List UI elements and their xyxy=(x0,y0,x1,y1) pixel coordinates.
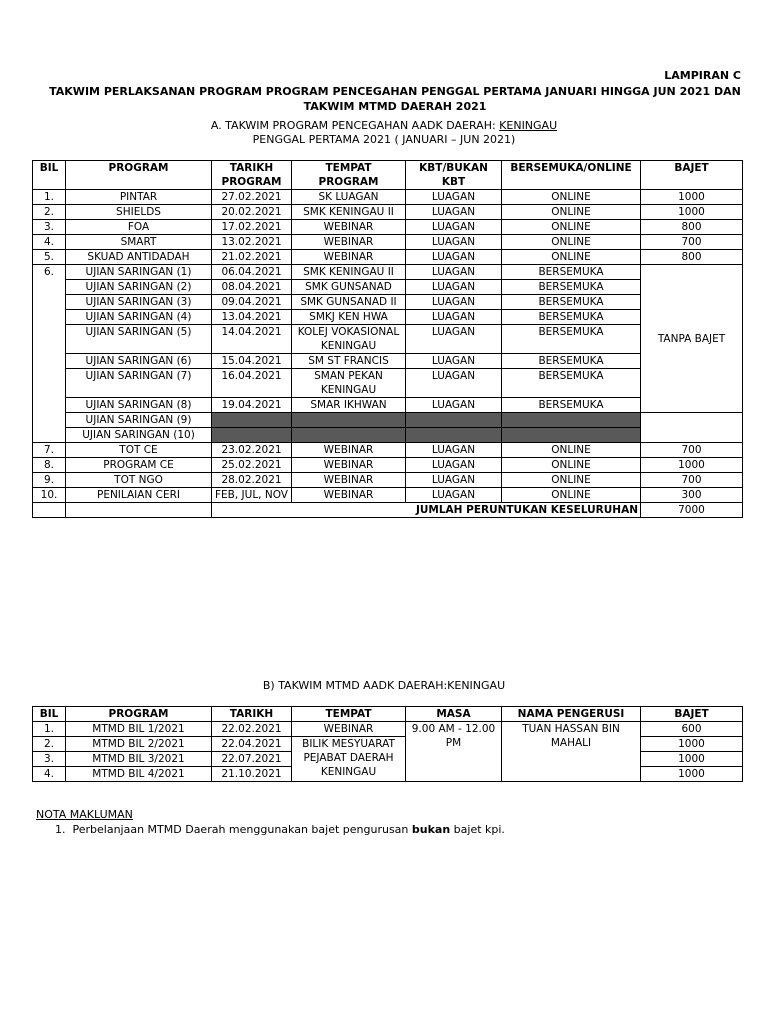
cell-bil: 2. xyxy=(33,205,66,220)
cell-program: UJIAN SARINGAN (5) xyxy=(66,325,212,354)
header-masa: MASA xyxy=(406,707,502,722)
cell-tarikh: 25.02.2021 xyxy=(212,458,292,473)
cell-bil: 4. xyxy=(33,767,66,782)
cell-program: MTMD BIL 3/2021 xyxy=(66,752,212,767)
cell-mode: ONLINE xyxy=(502,488,641,503)
cell-tempat: BILIK MESYUARAT PEJABAT DAERAH KENINGAU xyxy=(292,737,406,782)
header-pengerusi: NAMA PENGERUSI xyxy=(502,707,641,722)
cell-bil: 10. xyxy=(33,488,66,503)
cell-bajet: TANPA BAJET xyxy=(641,265,743,413)
cell-tempat-shaded xyxy=(292,428,406,443)
district-name: KENINGAU xyxy=(499,119,558,132)
cell-program: UJIAN SARINGAN (9) xyxy=(66,413,212,428)
cell-program: FOA xyxy=(66,220,212,235)
section-b-heading: B) TAKWIM MTMD AADK DAERAH:KENINGAU xyxy=(262,679,506,692)
nota-heading: NOTA MAKLUMAN xyxy=(36,808,133,821)
cell-bajet: 700 xyxy=(641,235,743,250)
nota-item xyxy=(55,823,505,836)
cell-tarikh: 22.04.2021 xyxy=(212,737,292,752)
cell-program: MTMD BIL 4/2021 xyxy=(66,767,212,782)
cell-bajet: 700 xyxy=(641,473,743,488)
cell-mode: ONLINE xyxy=(502,458,641,473)
cell-kbt: LUAGAN xyxy=(406,458,502,473)
cell-masa: 9.00 AM - 12.00 PM xyxy=(406,722,502,782)
title-line-2: TAKWIM MTMD DAERAH 2021 xyxy=(303,100,487,113)
cell-tarikh: 15.04.2021 xyxy=(212,354,292,369)
cell-tarikh: 16.04.2021 xyxy=(212,369,292,398)
cell-tarikh-shaded xyxy=(212,413,292,428)
section-a-prefix: A. TAKWIM PROGRAM PENCEGAHAN AADK DAERAH: xyxy=(210,119,500,132)
cell-tempat: WEBINAR xyxy=(292,220,406,235)
cell-bajet: 1000 xyxy=(641,205,743,220)
cell-mode: ONLINE xyxy=(502,190,641,205)
table-row xyxy=(33,354,743,369)
cell-bajet: 1000 xyxy=(641,752,743,767)
cell-tempat: SMK KENINGAU II xyxy=(292,265,406,280)
cell-program: UJIAN SARINGAN (8) xyxy=(66,398,212,413)
table-row xyxy=(33,190,743,205)
document-title xyxy=(40,84,750,114)
table-row xyxy=(33,488,743,503)
cell-bajet-empty xyxy=(641,413,743,443)
header-kbt: KBT/BUKAN KBT xyxy=(406,161,502,190)
header-program: PROGRAM xyxy=(66,161,212,190)
cell-bil: 7. xyxy=(33,443,66,458)
cell-kbt: LUAGAN xyxy=(406,369,502,398)
cell-tarikh: FEB, JUL, NOV xyxy=(212,488,292,503)
cell-kbt: LUAGAN xyxy=(406,310,502,325)
cell-tarikh: 08.04.2021 xyxy=(212,280,292,295)
cell-bajet: 1000 xyxy=(641,190,743,205)
nota-item-number: 1. xyxy=(55,823,66,836)
total-row xyxy=(33,503,743,518)
cell-tempat: WEBINAR xyxy=(292,488,406,503)
cell-tempat: SMK KENINGAU II xyxy=(292,205,406,220)
cell-tarikh: 28.02.2021 xyxy=(212,473,292,488)
cell-tarikh: 21.02.2021 xyxy=(212,250,292,265)
cell-mode: BERSEMUKA xyxy=(502,325,641,354)
table-row xyxy=(33,398,743,413)
cell-bajet: 1000 xyxy=(641,458,743,473)
cell-bajet: 800 xyxy=(641,220,743,235)
cell-program: SKUAD ANTIDADAH xyxy=(66,250,212,265)
header-bil: BIL xyxy=(33,161,66,190)
cell-tarikh: 09.04.2021 xyxy=(212,295,292,310)
cell-mode: BERSEMUKA xyxy=(502,398,641,413)
cell-bajet: 300 xyxy=(641,488,743,503)
cell-mode: BERSEMUKA xyxy=(502,354,641,369)
cell-tarikh: 23.02.2021 xyxy=(212,443,292,458)
cell-tarikh: 14.04.2021 xyxy=(212,325,292,354)
total-label: JUMLAH PERUNTUKAN KESELURUHAN xyxy=(212,503,641,518)
header-mode: BERSEMUKA/ONLINE xyxy=(502,161,641,190)
cell-empty xyxy=(66,503,212,518)
table-row xyxy=(33,428,743,443)
cell-tempat: KOLEJ VOKASIONAL KENINGAU xyxy=(292,325,406,354)
cell-tarikh: 19.04.2021 xyxy=(212,398,292,413)
cell-tarikh-shaded xyxy=(212,428,292,443)
cell-kbt: LUAGAN xyxy=(406,280,502,295)
cell-tempat: WEBINAR xyxy=(292,722,406,737)
cell-kbt-shaded xyxy=(406,428,502,443)
cell-bil: 3. xyxy=(33,220,66,235)
table-row xyxy=(33,205,743,220)
cell-tempat: SMAR IKHWAN xyxy=(292,398,406,413)
cell-mode: ONLINE xyxy=(502,443,641,458)
nota-item-suffix: bajet kpi. xyxy=(450,823,505,836)
cell-bil: 8. xyxy=(33,458,66,473)
table-row xyxy=(33,458,743,473)
cell-kbt: LUAGAN xyxy=(406,190,502,205)
cell-kbt-shaded xyxy=(406,413,502,428)
cell-pengerusi: TUAN HASSAN BIN MAHALI xyxy=(502,722,641,782)
section-a-line-2: PENGGAL PERTAMA 2021 ( JANUARI – JUN 2021) xyxy=(252,133,516,146)
cell-program: UJIAN SARINGAN (2) xyxy=(66,280,212,295)
cell-kbt: LUAGAN xyxy=(406,250,502,265)
nota-item-prefix: Perbelanjaan MTMD Daerah menggunakan bajet pengurusan xyxy=(72,823,412,836)
table-row xyxy=(33,722,743,737)
cell-tarikh: 27.02.2021 xyxy=(212,190,292,205)
cell-mode: ONLINE xyxy=(502,235,641,250)
cell-mode-shaded xyxy=(502,413,641,428)
cell-tempat: SMK GUNSANAD II xyxy=(292,295,406,310)
cell-bajet: 600 xyxy=(641,722,743,737)
cell-tempat: WEBINAR xyxy=(292,473,406,488)
program-table xyxy=(32,160,743,518)
nota-item-bold: bukan xyxy=(411,823,451,836)
cell-program: UJIAN SARINGAN (6) xyxy=(66,354,212,369)
cell-program: UJIAN SARINGAN (3) xyxy=(66,295,212,310)
lampiran-label: LAMPIRAN C xyxy=(664,69,741,82)
cell-program: PINTAR xyxy=(66,190,212,205)
cell-tempat: SM ST FRANCIS xyxy=(292,354,406,369)
cell-program: PROGRAM CE xyxy=(66,458,212,473)
cell-program: UJIAN SARINGAN (10) xyxy=(66,428,212,443)
cell-bil: 1. xyxy=(33,722,66,737)
cell-bil: 9. xyxy=(33,473,66,488)
cell-mode: BERSEMUKA xyxy=(502,310,641,325)
cell-empty xyxy=(33,503,66,518)
cell-program: UJIAN SARINGAN (7) xyxy=(66,369,212,398)
cell-mode: BERSEMUKA xyxy=(502,369,641,398)
table-row xyxy=(33,310,743,325)
cell-mode: ONLINE xyxy=(502,205,641,220)
cell-tarikh: 13.02.2021 xyxy=(212,235,292,250)
table-row xyxy=(33,413,743,428)
cell-program: TOT CE xyxy=(66,443,212,458)
cell-program: TOT NGO xyxy=(66,473,212,488)
cell-bajet: 800 xyxy=(641,250,743,265)
cell-program: MTMD BIL 1/2021 xyxy=(66,722,212,737)
header-tempat: TEMPAT PROGRAM xyxy=(292,161,406,190)
title-line-1: TAKWIM PERLAKSANAN PROGRAM PROGRAM PENCEGAHAN PENGGAL PERTAMA JANUARI HINGGA JUN 2021 DAN xyxy=(49,85,741,98)
cell-kbt: LUAGAN xyxy=(406,325,502,354)
table-row xyxy=(33,235,743,250)
cell-program: SMART xyxy=(66,235,212,250)
table-row xyxy=(33,325,743,354)
table-row xyxy=(33,250,743,265)
header-tempat: TEMPAT xyxy=(292,707,406,722)
cell-kbt: LUAGAN xyxy=(406,295,502,310)
section-a-heading xyxy=(0,119,768,147)
cell-bil: 6. xyxy=(33,265,66,443)
cell-tempat: WEBINAR xyxy=(292,458,406,473)
cell-tarikh: 22.07.2021 xyxy=(212,752,292,767)
cell-mode: ONLINE xyxy=(502,220,641,235)
cell-bil: 3. xyxy=(33,752,66,767)
cell-tarikh: 06.04.2021 xyxy=(212,265,292,280)
cell-tarikh: 20.02.2021 xyxy=(212,205,292,220)
cell-tempat: WEBINAR xyxy=(292,250,406,265)
cell-mode: BERSEMUKA xyxy=(502,280,641,295)
cell-mode: ONLINE xyxy=(502,473,641,488)
cell-bajet: 1000 xyxy=(641,737,743,752)
cell-bil: 4. xyxy=(33,235,66,250)
cell-kbt: LUAGAN xyxy=(406,443,502,458)
cell-kbt: LUAGAN xyxy=(406,220,502,235)
cell-kbt: LUAGAN xyxy=(406,473,502,488)
cell-tempat: WEBINAR xyxy=(292,443,406,458)
cell-tarikh: 22.02.2021 xyxy=(212,722,292,737)
cell-kbt: LUAGAN xyxy=(406,398,502,413)
table-header-row xyxy=(33,707,743,722)
cell-bil: 5. xyxy=(33,250,66,265)
cell-tempat-shaded xyxy=(292,413,406,428)
cell-program: PENILAIAN CERI xyxy=(66,488,212,503)
cell-bil: 2. xyxy=(33,737,66,752)
cell-mode: ONLINE xyxy=(502,250,641,265)
table-header-row xyxy=(33,161,743,190)
cell-tarikh: 13.04.2021 xyxy=(212,310,292,325)
mtmd-table xyxy=(32,706,743,782)
cell-tempat: WEBINAR xyxy=(292,235,406,250)
cell-mode-shaded xyxy=(502,428,641,443)
total-value: 7000 xyxy=(641,503,743,518)
table-row xyxy=(33,369,743,398)
cell-program: UJIAN SARINGAN (4) xyxy=(66,310,212,325)
table-row xyxy=(33,473,743,488)
cell-bil: 1. xyxy=(33,190,66,205)
cell-tempat: SMK GUNSANAD xyxy=(292,280,406,295)
table-row xyxy=(33,220,743,235)
cell-program: UJIAN SARINGAN (1) xyxy=(66,265,212,280)
cell-mode: BERSEMUKA xyxy=(502,265,641,280)
cell-tempat: SMKJ KEN HWA xyxy=(292,310,406,325)
cell-tarikh: 17.02.2021 xyxy=(212,220,292,235)
cell-kbt: LUAGAN xyxy=(406,488,502,503)
header-bil: BIL xyxy=(33,707,66,722)
cell-kbt: LUAGAN xyxy=(406,235,502,250)
cell-tempat: SMAN PEKAN KENINGAU xyxy=(292,369,406,398)
cell-bajet: 1000 xyxy=(641,767,743,782)
cell-kbt: LUAGAN xyxy=(406,205,502,220)
table-row xyxy=(33,280,743,295)
cell-kbt: LUAGAN xyxy=(406,265,502,280)
header-bajet: BAJET xyxy=(641,707,743,722)
cell-tempat: SK LUAGAN xyxy=(292,190,406,205)
cell-mode: BERSEMUKA xyxy=(502,295,641,310)
cell-kbt: LUAGAN xyxy=(406,354,502,369)
section-a-line-1 xyxy=(0,119,768,133)
header-bajet: BAJET xyxy=(641,161,743,190)
header-program: PROGRAM xyxy=(66,707,212,722)
table-row xyxy=(33,295,743,310)
cell-bajet: 700 xyxy=(641,443,743,458)
cell-program: MTMD BIL 2/2021 xyxy=(66,737,212,752)
cell-tarikh: 21.10.2021 xyxy=(212,767,292,782)
table-row xyxy=(33,265,743,280)
header-tarikh: TARIKH PROGRAM xyxy=(212,161,292,190)
cell-program: SHIELDS xyxy=(66,205,212,220)
header-tarikh: TARIKH xyxy=(212,707,292,722)
table-row xyxy=(33,443,743,458)
